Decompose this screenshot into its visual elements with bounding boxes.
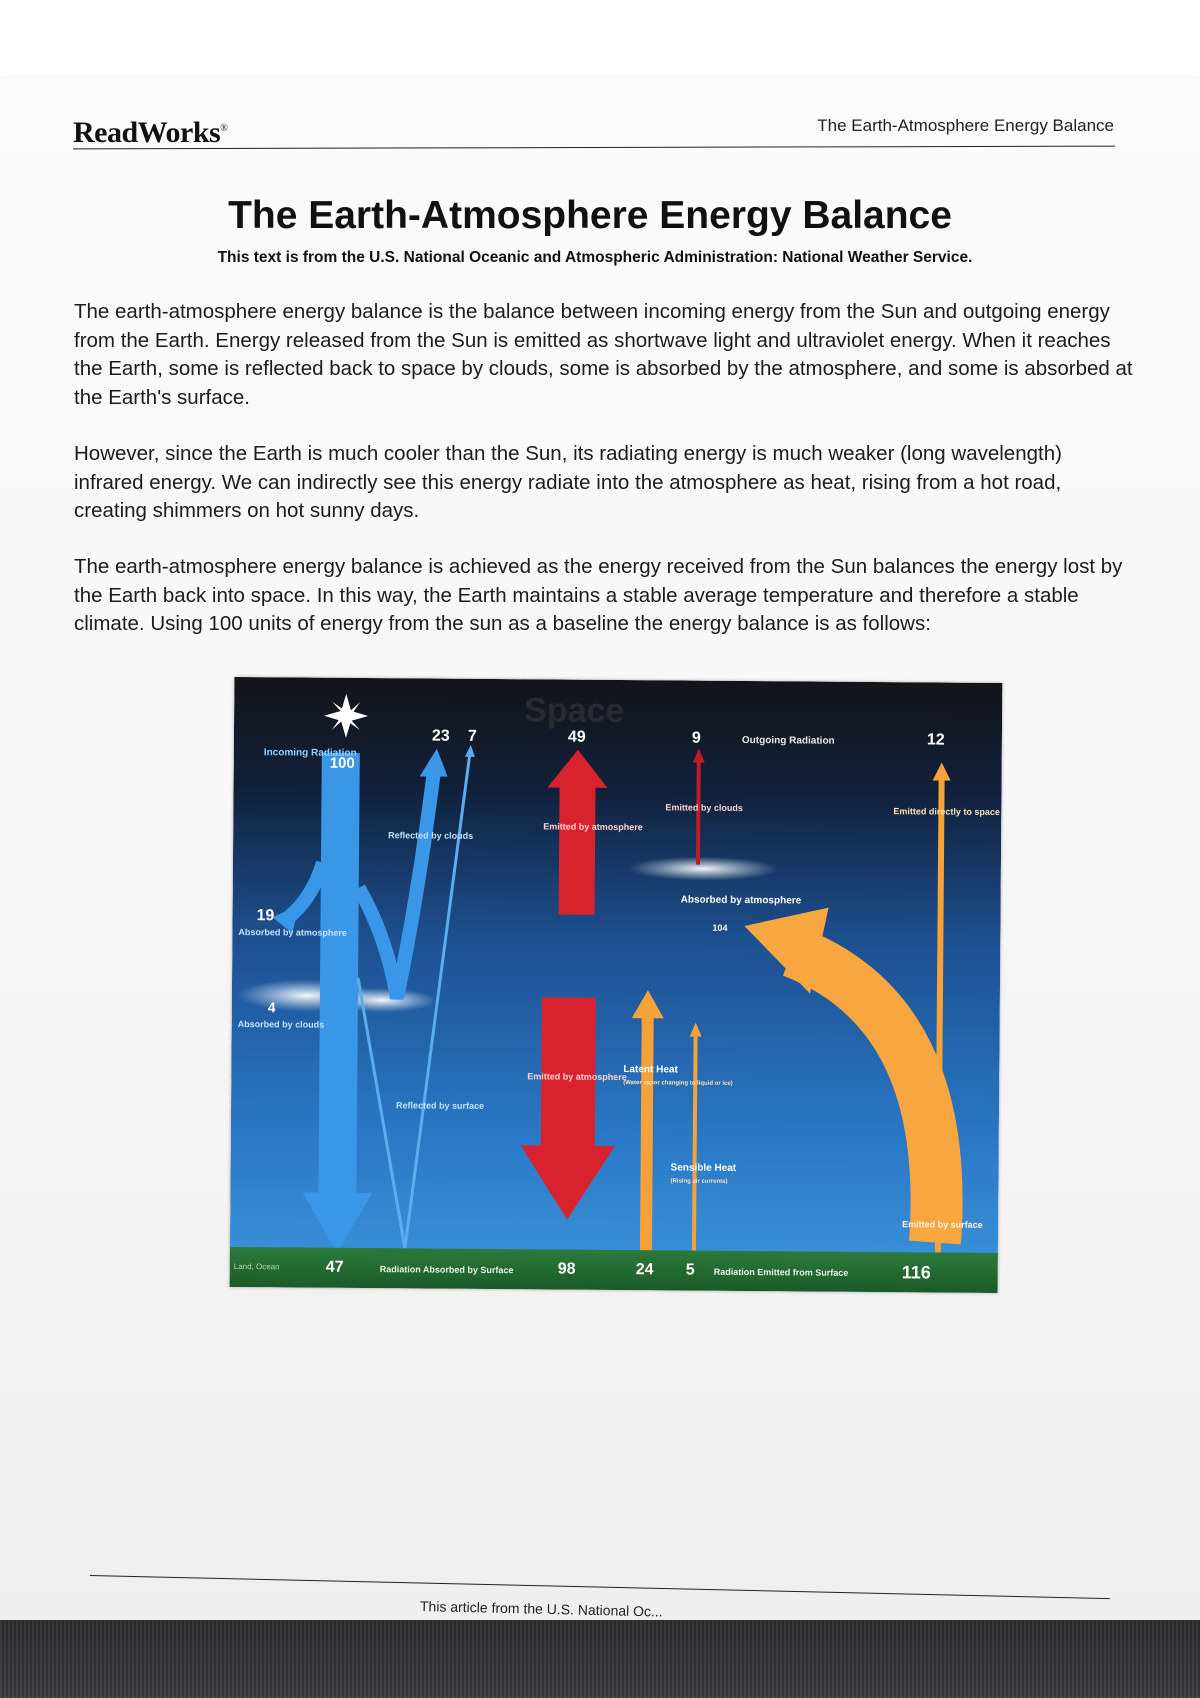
emitted-clouds-value: 9 [691,729,701,747]
absorbed-atm-back-value: 104 [712,922,728,933]
footer-source-line: This article from the U.S. National Oc... [419,1598,663,1620]
absorbed-atm-back-label: Absorbed by atmosphere [680,894,802,907]
absorbed-atmosphere-label: Absorbed by atmosphere [238,927,347,938]
emitted-surface-label: Emitted by surface [902,1219,983,1230]
running-header-title: The Earth-Atmosphere Energy Balance [817,116,1114,135]
emitted-atmosphere-down-label: Emitted by atmosphere [527,1071,627,1083]
readworks-logo: ReadWorks® [73,116,228,149]
reflected-clouds-label: Reflected by clouds [388,830,474,841]
back-radiation-value: 98 [557,1260,576,1278]
ground-bar [230,1247,998,1293]
paragraph-3: The earth-atmosphere energy balance is achieved as the energy received from the Sun balances the energy lost by the Earth back into space. In this way, the Earth maintains a stable average temperature and therefore a stable climate. Using 100 units of energy from the sun as a baseline the energy balance is as follows: [74,555,1123,635]
emitted-surface-value: 116 [901,1262,931,1283]
outgoing-label: Outgoing Radiation [741,734,835,747]
incoming-value: 100 [329,754,355,772]
background-surface [0,1620,1200,1698]
emitted-space-value: 12 [926,731,945,749]
latent-value: 24 [635,1261,654,1279]
paragraph-2: However, since the Earth is much cooler than the Sun, its radiating energy is much weaker (long wavelength) infrared energy. We can indirectly see this energy radiate into the atmosphere as heat, rising from a hot road, creating shimmers on hot sunny days. [74,442,1062,522]
article-title: The Earth-Atmosphere Energy Balance [228,194,952,237]
absorbed-atmosphere-value: 19 [256,907,275,925]
land-ocean-label: Land, Ocean [233,1262,280,1272]
paragraph-1: The earth-atmosphere energy balance is the balance between incoming energy from the Sun and outgoing energy from the Earth. Energy released from the Sun is emitted as shortwave light and ultraviolet energy. When it reaches the Earth, some is reflected back to space by clouds, some is absorbed by the atmosphere, and some is absorbed at the Earth's surface. [74,300,1133,409]
absorbed-clouds-value: 4 [267,999,276,1016]
absorbed-surface-label: Radiation Absorbed by Surface [379,1264,514,1276]
space-label: Space [524,691,625,731]
reflected-surface-value: 7 [467,727,477,745]
source-note: This text is from the U.S. National Oceanic and Atmospheric Administration: National Weather Service. [217,249,973,266]
absorbed-surface-value: 47 [325,1258,344,1276]
emitted-space-label: Emitted directly to space [893,806,1000,818]
reflected-clouds-value: 23 [431,727,450,745]
emitted-atmosphere-up-label: Emitted by atmosphere [543,821,643,833]
absorbed-clouds-label: Absorbed by clouds [237,1019,325,1030]
energy-balance-svg [230,677,1003,1293]
emitted-atmosphere-up-value: 49 [567,728,586,746]
sensible-heat-label: Sensible Heat [670,1162,737,1174]
sensible-heat-note: (Rising air currents) [670,1178,728,1185]
latent-heat-note: (Water vapor changing to liquid or ice) [623,1080,733,1087]
bleed-through-text [84,1318,1164,1346]
reflected-surface-label: Reflected by surface [396,1100,485,1111]
incoming-label: Incoming Radiation [263,747,357,759]
emitted-clouds-label: Emitted by clouds [665,802,743,813]
latent-heat-label: Latent Heat [623,1064,678,1076]
emitted-surface-bar-label: Radiation Emitted from Surface [713,1266,849,1278]
energy-balance-diagram [230,677,1003,1293]
sensible-value: 5 [685,1261,695,1279]
